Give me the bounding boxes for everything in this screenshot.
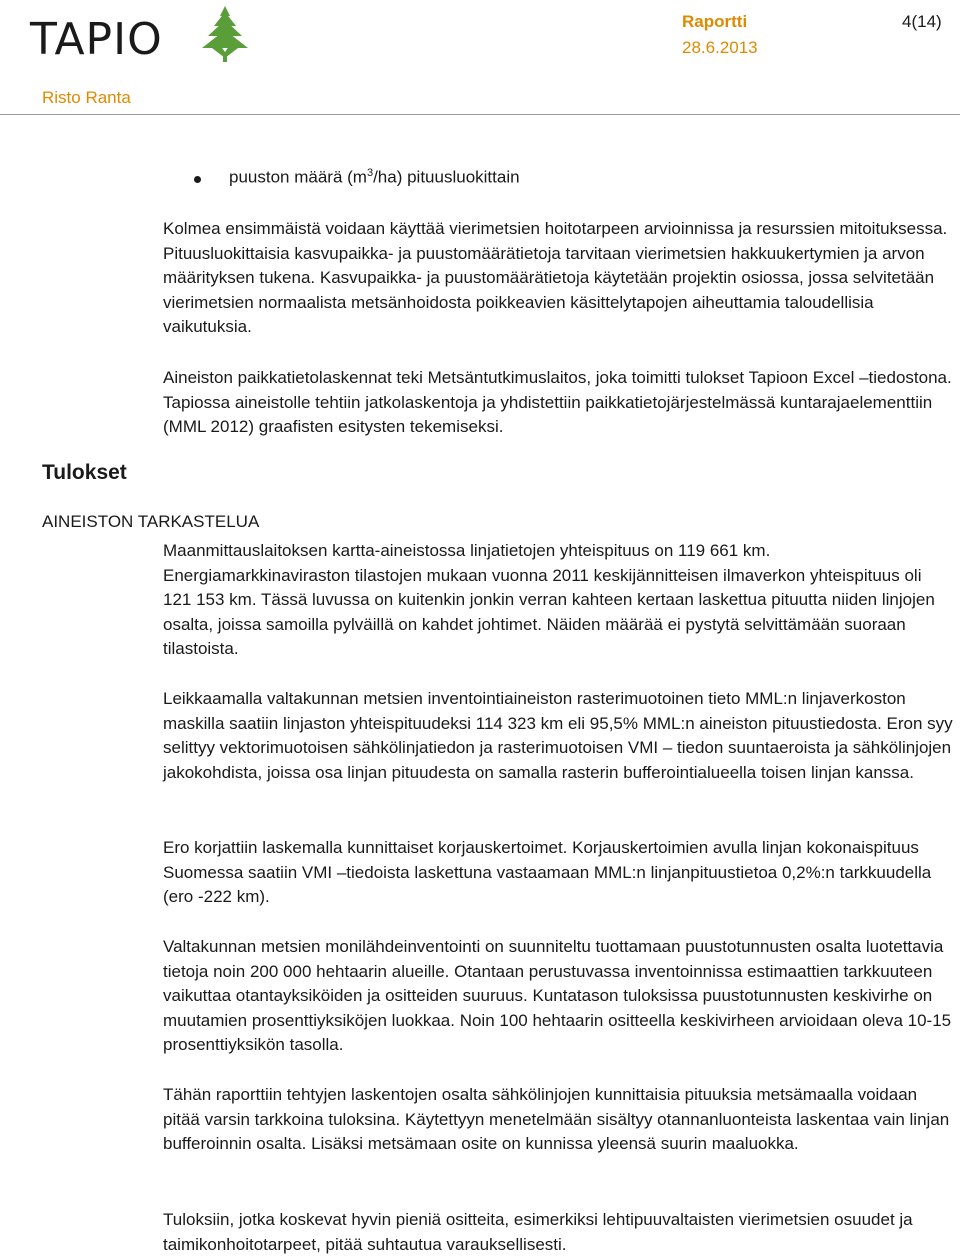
author-name: Risto Ranta (42, 88, 131, 107)
subsection-heading: AINEISTON TARKASTELUA (42, 512, 260, 531)
report-date: 28.6.2013 (682, 38, 758, 57)
bullet-item (229, 167, 520, 188)
bullet-text-before: puuston määrä (m (229, 167, 367, 187)
bullet-superscript: 3 (366, 167, 374, 179)
paragraph: Kolmea ensimmäistä voidaan käyttää vierimetsien hoitotarpeen arvioinnissa ja resurssien mitoituksessa. Pituusluokittaisia kasvupaikka- ja puustomäärätietoja tarvitaan vierimetsien hakkuukertymien ja arvon määrityksen tukena. Kasvupaikka- ja puustomäärätietoja käytetään projektin osiossa, jossa selvitetään vierimetsien normaalista metsänhoidosta poikkeavien käsittelytapojen aiheuttamia taloudellisia vaikutuksia. (163, 219, 948, 336)
paragraph: Tähän raporttiin tehtyjen laskentojen osalta sähkölinjojen kunnittaisia pituuksia metsämaalla voidaan pitää varsin tarkkoina tuloksina. Käytettyyn menetelmään sisältyy otannanluonteista laskentaa vain linjan bufferoinnin osalta. Lisäksi metsämaan osite on kunnissa yleensä suurin maaluokka. (163, 1085, 950, 1153)
bullet-text-after: /ha) pituusluokittain (373, 167, 520, 187)
report-label: Raportti (682, 12, 748, 31)
bullet-icon (194, 176, 201, 183)
page-number: 4(14) (902, 12, 942, 31)
header-divider (0, 114, 960, 115)
paragraph: Ero korjattiin laskemalla kunnittaiset korjauskertoimet. Korjauskertoimien avulla linjan kokonaispituus Suomessa saatiin VMI –tiedoista laskettuna vastaamaan MML:n linjanpituustietoa 0,2%:n tarkkuudella (ero -222 km). (163, 838, 932, 906)
paragraph: Maanmittauslaitoksen kartta-aineistossa linjatietojen yhteispituus on 119 661 km. Energiamarkkinaviraston tilastojen mukaan vuonna 2011 keskijännitteisen ilmaverkon yhteispituus oli 121 153 km. Tässä luvussa on kuitenkin jonkin verran kahteen kertaan laskettua pituutta niiden linjojen osalta, joissa samoilla pylväillä on kahdet johtimet. Näiden määrää ei pystytä selvittämään suoraan tilastoista. (163, 541, 935, 658)
spruce-tree-icon (190, 4, 260, 64)
paragraph: Leikkaamalla valtakunnan metsien inventointiaineiston rasterimuotoinen tieto MML:n linjaverkoston maskilla saatiin linjaston yhteispituudeksi 114 323 km eli 95,5% MML:n aineiston pituustiedosta. Eron syy selittyy vektorimuotoisen sähkölinjatiedon ja rasterimuotoisen VMI – tiedon suuntaeroista ja sähkölinjojen jakokohdista, joissa osa linjan pituudesta on samalla rasterin bufferointialueella toisen linjan kanssa. (163, 689, 953, 782)
paragraph: Valtakunnan metsien monilähdeinventointi on suunniteltu tuottamaan puustotunnusten osalta luotettavia tietoja noin 200 000 hehtaarin alueille. Otantaan perustuvassa inventoinnissa estimaattien tarkkuuteen vaikuttaa otantayksiköiden ja ositteiden suuruus. Kuntatason tuloksissa puustotunnusten keskivirhe on muutamien prosenttiyksiköjen luokkaa. Noin 100 hehtaarin ositteella keskivirheen arvioidaan oleva 10-15 prosenttiyksikön tasolla. (163, 937, 952, 1054)
section-heading: Tulokset (42, 461, 127, 484)
paragraph: Aineiston paikkatietolaskennat teki Metsäntutkimuslaitos, joka toimitti tulokset Tapioon Excel –tiedostona. Tapiossa aineistolle tehtiin jatkolaskentoja ja yhdistettiin paikkatietojärjestelmässä kuntarajaelementtiin (MML 2012) graafisten esitysten tekemiseksi. (163, 368, 952, 436)
tapio-logo (30, 4, 240, 66)
logo-text: TAPIO (30, 14, 163, 65)
paragraph: Tuloksiin, jotka koskevat hyvin pieniä ositteita, esimerkiksi lehtipuuvaltaisten vierimetsien osuudet ja taimikonhoitotarpeet, pitää suhtautua varauksellisesti. (163, 1210, 913, 1254)
